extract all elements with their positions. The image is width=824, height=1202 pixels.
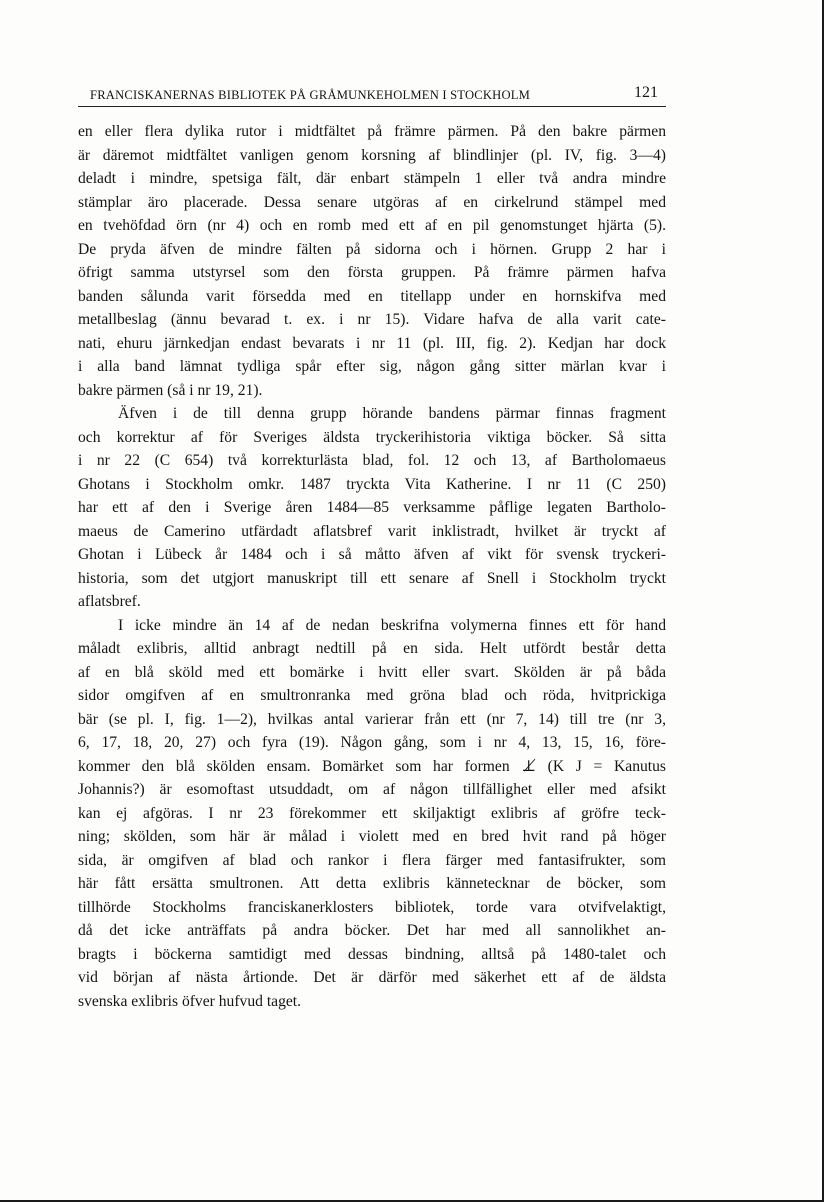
text-line: kan ej afgöras. I nr 23 förekommer ett skiljaktigt exlibris af gröfre teck- <box>78 804 666 822</box>
text-line: och korrektur af för Sveriges äldsta tryckerihistoria viktiga böcker. Så sitta <box>78 428 666 446</box>
text-line: deladt i mindre, spetsiga fält, där enbart stämpeln 1 eller två andra mindre <box>78 170 666 187</box>
text-line: kommer den blå skölden ensam. Bomärket som har formen ⊥̸ (K J = Kanutus <box>78 757 666 775</box>
text-line: banden sålunda varit försedda med en titellapp under en hornskifva med <box>78 287 666 305</box>
text-line: vid början af nästa årtionde. Det är därför med säkerhet ett af de äldsta <box>78 969 666 986</box>
text-line: bragts i böckerna samtidigt med dessas bindning, alltså på 1480-talet och <box>78 945 666 963</box>
text-line: aflatsbref. <box>78 593 141 610</box>
text-line: bakre pärmen (så i nr 19, 21). <box>78 381 263 399</box>
text-line: måladt exlibris, alltid anbragt nedtill på en sida. Helt utfördt består detta <box>78 640 666 657</box>
text-line: I icke mindre än 14 af de nedan beskrifna volymerna finnes ett för hand <box>118 616 666 634</box>
text-line: i nr 22 (C 654) två korrekturlästa blad, fol. 12 och 13, af Bartholomaeus <box>78 452 666 469</box>
page-number: 121 <box>634 84 658 101</box>
running-title: FRANCISKANERNAS BIBLIOTEK PÅ GRÅMUNKEHOLMEN I STOCKHOLM <box>90 88 531 102</box>
body-text <box>78 120 666 1013</box>
text-line: De pryda äfven de mindre fälten på sidorna och i hörnen. Grupp 2 har i <box>78 240 666 258</box>
text-line: i alla band lämnat tydliga spår efter sig, någon gång sitter märlan kvar i <box>78 358 666 375</box>
text-line: har ett af den i Sverige åren 1484—85 verksamme påflige legaten Bartholo- <box>78 499 666 516</box>
text-line: ning; skölden, som här är målad i violett med en bred hvit rand på höger <box>78 828 666 845</box>
text-line: sida, är omgifven af blad och rankor i flera färger med fantasifrukter, som <box>78 851 666 869</box>
text-line: Johannis?) är esomoftast utsuddadt, om af någon tillfällighet eller med afsikt <box>78 781 666 798</box>
text-line: är däremot midtfältet vanligen genom korsning af blindlinjer (pl. IV, fig. 3—4) <box>78 146 666 164</box>
text-line: stämplar äro placerade. Dessa senare utgöras af en cirkelrund stämpel med <box>78 193 666 211</box>
text-line: svenska exlibris öfver hufvud taget. <box>78 992 302 1010</box>
text-line: historia, som det utgjort manuskript till ett senare af Snell i Stockholm tryckt <box>78 569 666 587</box>
text-line: metallbeslag (ännu bevarad t. ex. i nr 15). Vidare hafva de alla varit cate- <box>78 311 666 328</box>
text-line: 6, 17, 18, 20, 27) och fyra (19). Någon gång, som i nr 4, 13, 15, 16, före- <box>78 734 666 751</box>
text-line: bär (se pl. I, fig. 1—2), hvilkas antal varierar från ett (nr 7, 14) till tre (nr 3, <box>78 710 666 728</box>
text-line: Äfven i de till denna grupp hörande bandens pärmar finnas fragment <box>118 405 666 422</box>
text-line: tillhörde Stockholms franciskanerklosters bibliotek, torde vara otvifvelaktigt, <box>78 898 666 916</box>
text-line: sidor omgifven af en smultronranka med gröna blad och röda, hvitprickiga <box>78 687 666 704</box>
running-header <box>78 84 666 107</box>
text-line: här fått ersätta smultronen. Att detta exlibris kännetecknar de böcker, som <box>78 875 666 892</box>
text-line: Ghotans i Stockholm omkr. 1487 tryckta Vita Katherine. I nr 11 (C 250) <box>78 475 666 493</box>
text-line: en tvehöfdad örn (nr 4) och en romb med ett af en pil genomstunget hjärta (5). <box>78 217 666 234</box>
text-line: af en blå sköld med ett bomärke i hvitt eller svart. Skölden är på båda <box>78 663 666 681</box>
text-line: nati, ehuru järnkedjan endast bevarats i nr 11 (pl. III, fig. 2). Kedjan har dock <box>78 334 666 352</box>
text-line: en eller flera dylika rutor i midtfältet på främre pärmen. På den bakre pärmen <box>78 123 666 140</box>
text-line: öfrigt samma utstyrsel som den första gruppen. På främre pärmen hafva <box>78 264 666 281</box>
text-line: maeus de Camerino utfärdadt aflatsbref varit inklistradt, hvilket är tryckt af <box>78 522 666 540</box>
text-line: Ghotan i Lübeck år 1484 och i så måtto äfven af vikt för svensk tryckeri- <box>78 546 666 563</box>
text-line: då det icke anträffats på andra böcker. Det har med all sannolikhet an- <box>78 922 666 939</box>
